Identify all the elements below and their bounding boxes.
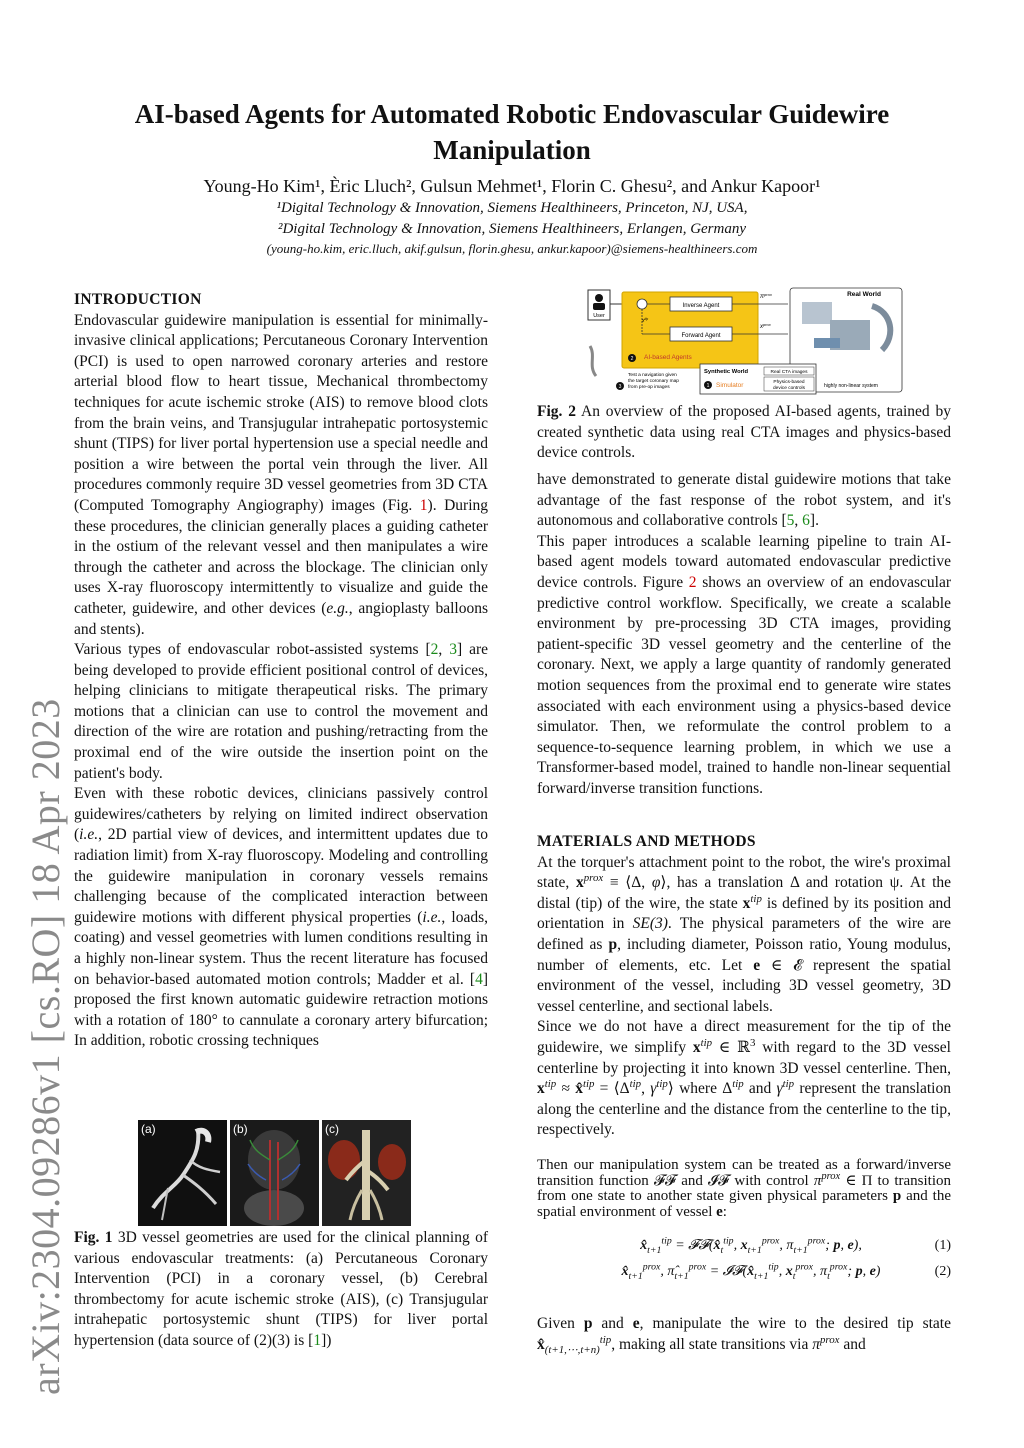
title-line-2: Manipulation <box>433 135 591 165</box>
ref-6[interactable]: 6 <box>802 512 810 530</box>
figure-1 <box>138 1120 412 1226</box>
ref-5[interactable]: 5 <box>786 512 795 530</box>
right-column-top <box>537 470 951 800</box>
ref-1[interactable]: 1 <box>313 1331 322 1349</box>
ref-3[interactable]: 3 <box>449 641 457 659</box>
ref-2[interactable]: 2 <box>430 641 439 659</box>
methods-paragraph-3: Then our manipulation system can be treated as a forward/inverse transition function 𝓕𝓕 and 𝓘𝓕 with control $\pi^{prox}$ ∈ Π to transition from one state to another state given physical parameters p and the spatial environment of vessel e: <box>537 1157 952 1220</box>
methods-paragraph-1: At the torquer's attachment point to the robot, the wire's proximal state, $x^{prox}$ ≡ ⟨Δ, φ⟩, has a translation Δ and rotation ψ. At the distal (tip) of the wire, the state $x^{tip}$ is defined by its position and orientation in SE(3). The physical parameters of the wire are defined as p, including diameter, Poisson ratio, Young modulus, number of elements, etc. Let e ∈ 𝓔 represent the spatial environment of the vessel, including 3D vessel geometry, 3D vessel centerline, and sectional labels. <box>537 853 952 1015</box>
fig1-label-c: (c) <box>325 1122 339 1136</box>
forward-agent-label: Forward Agent <box>681 333 721 339</box>
author-list: Young-Ho Kim¹, Èric Lluch², Gulsun Mehmet¹, Florin C. Ghesu², and Ankur Kapoor¹ <box>203 176 821 196</box>
methods-heading: MATERIALS AND METHODS <box>537 833 756 850</box>
device-controls-label: device controls <box>773 386 805 391</box>
workflow-diagram <box>574 286 904 398</box>
fig1-label-a: (a) <box>141 1122 156 1136</box>
fig1-panel-a <box>138 1120 227 1226</box>
figure-2-caption: Fig. 2 An overview of the proposed AI-based agents, trained by created synthetic data using real CTA images and physics-based device controls. <box>537 403 951 462</box>
user-icon <box>595 294 603 302</box>
real-world-label: Real World <box>847 291 881 298</box>
intro-paragraph-5: This paper introduces a scalable learning pipeline to train AI-based agent models toward automated endovascular predictive device controls. Figure 2 shows an overview of an endovascular predictive control workflow. Specifically, we create a scalable environment by pre-processing 3D CTA images, providing patient-specific 3D vessel geometry and the centerline of the coronary. Next, we apply a large quantity of randomly generated motion sequences from the proximal end to generate wire states associated with each environment using a physics-based device simulator. Then, we reformulate the control problem to a sequence-to-sequence learning problem, in which we use a Transformer-based model, trained to handle non-linear sequential forward/inverse transition functions. <box>537 532 951 797</box>
svg-text:3: 3 <box>618 384 622 390</box>
intro-paragraph-3: Even with these robotic devices, clinicians passively control guidewires/catheters by relying on limited indirect observation (i.e., 2D partial view of devices, and intermittent updates due to radiation limit) from X-ray fluoroscopy. Modeling and controlling the guidewire manipulation in coronary vessels remains challenging because of the complicated interaction between guidewire motions with different physical properties (i.e., loads, coating) and vessel geometries with lumen conditions resulting in a highly non-linear system. Thus the recent literature has focused on behavior-based automated motion controls; Madder et al. [4] proposed the first known automatic guidewire retraction motions with a rotation of 180° to cannulate a coronary artery bifurcation; In addition, robotic crossing techniques <box>74 785 489 1050</box>
equation-2-number: (2) <box>934 1264 951 1279</box>
inverse-agent-label: Inverse Agent <box>682 303 720 309</box>
x-prox-symbol: $x^{prox}$ <box>760 322 771 330</box>
intro-paragraph-4: have demonstrated to generate distal guidewire motions that take advantage of the fast response of the robot system, and it's autonomous and collaborative controls [5, 6]. <box>537 471 951 530</box>
svg-text:2: 2 <box>630 356 634 362</box>
fig1-panel-c <box>322 1120 411 1226</box>
intro-paragraph-1: Endovascular guidewire manipulation is essential for minimally-invasive clinical applications; Percutaneous Coronary Intervention (PCI) is used to open narrowed coronary arteries and restore arterial blood flow to heart tissue, Mechanical thrombectomy techniques for acute ischemic stroke (AIS) to remove blood clots from the brain veins, and Transjugular intrahepatic portosystemic shunt (TIPS) for liver portal hypertension use a special needle and position a wire between the portal vein through the liver. All procedures commonly require 3D vessel geometries from 3D CTA (Computed Tomography Angiography) images (Fig. 1). During these procedures, the clinician generally places a guiding catheter in the ostium of the relevant vessel and then manipulates a wire through the catheter and across the blockage. The clinician only uses X-ray fluoroscopy intermittently to visualize and guide the catheter, guidewire, and other devices (e.g., angioplasty balloons and stents). <box>74 311 489 638</box>
fig1-panel-b <box>230 1120 319 1226</box>
ref-fig-1[interactable]: 1 <box>419 496 428 514</box>
equation-1: $x̂_{t+1}^{tip}$ = $𝓕𝓕(x̂_t^{tip}$, $x_{t+1}^{prox}$, $\pi_{t+1}^{prox}$; p, e), (1) <box>640 1235 951 1256</box>
title-line-1: AI-based Agents for Automated Robotic Endovascular Guidewire <box>134 99 890 129</box>
physics-based-label: Physics-based <box>773 380 805 385</box>
author-emails: (young-ho.kim, eric.lluch, akif.gulsun, florin.ghesu, ankur.kapoor)@siemens-healthineers.com <box>266 241 758 256</box>
test-nav-line-1: Test a navigation given <box>628 373 677 378</box>
simulator-label: Simulator <box>716 382 744 389</box>
test-nav-line-2: the target coronary map <box>628 379 679 384</box>
affiliation-1: ¹Digital Technology & Innovation, Siemens Healthineers, Princeton, NJ, USA, <box>276 200 748 216</box>
right-column-methods <box>537 832 951 1141</box>
coronary-map-icon <box>590 346 596 376</box>
ref-4[interactable]: 4 <box>475 970 483 988</box>
svg-text:1: 1 <box>706 383 710 389</box>
affiliation-2: ²Digital Technology & Innovation, Siemens Healthineers, Erlangen, Germany <box>277 221 747 237</box>
methods-paragraph-2: Since we do not have a direct measurement for the tip of the guidewire, we simplify $x^{tip}$ ∈ ℝ$^3$ with regard to the 3D vessel centerline by projecting it into known 3D vessel centerline. Then, $x^{tip}$ ≈ x̂$^{tip}$ = $⟨\Delta^{tip}$, $\gamma^{tip}⟩$ where $\Delta^{tip}$ and $\gamma^{tip}$ represent the translation along the centerline and the distance from the centerline to the tip, respectively. <box>537 1018 951 1139</box>
equation-2: $x̂_{t+1}^{prox}$, $\pî_{t+1}^{prox}$ = $𝓘𝓕(x̂_{t+1}^{tip}$, $x_t^{prox}$, $\pi_t^{prox}$; p, e) (2) <box>621 1261 951 1282</box>
test-nav-line-3: from pre-op images <box>628 385 670 390</box>
nonlinear-label: highly non-linear system <box>824 383 878 389</box>
paper-title <box>90 96 934 168</box>
equation-1-number: (1) <box>934 1238 951 1253</box>
user-label: User <box>593 313 605 319</box>
methods-paragraph-4: Given p and e, manipulate the wire to the desired tip state $x̂_{(t+1,\cdots,t+n)}^{tip}$, making all state transitions via $\pi^{prox}$ and <box>537 1315 951 1356</box>
intro-paragraph-2: Various types of endovascular robot-assisted systems [2, 3] are being developed to provide efficient positional control of devices, helping clinicians to mitigate therapeutical risks. The primary motions that a clinician can use to control the movement and direction of the wire are rotation and pushing/retracting from the proximal end of the wire outside the insertion point on the patient's body. <box>74 641 488 782</box>
synthetic-world-label: Synthetic World <box>704 369 749 375</box>
x-tip-symbol: $x^{tip}$ <box>642 317 649 324</box>
figure-2 <box>574 286 904 398</box>
pi-prox-symbol: $\pi^{prox}$ <box>760 292 772 300</box>
fig1-label-b: (b) <box>233 1122 248 1136</box>
ai-agents-label: AI-based Agents <box>644 354 692 361</box>
ref-fig-2[interactable]: 2 <box>688 573 697 591</box>
introduction-heading: INTRODUCTION <box>74 291 202 308</box>
arxiv-stamp: arXiv:2304.09286v1 [cs.RO] 18 Apr 2023 <box>23 698 68 1395</box>
real-cta-label: Real CTA images <box>770 370 808 375</box>
left-column <box>74 290 488 1052</box>
figure-1-caption: Fig. 1 3D vessel geometries are used for the clinical planning of various endovascular treatments: (a) Percutaneous Coronary Intervention (PCI) in a coronary vessel, (b) Cerebral thrombectomy for acute ischemic stroke (AIS), (c) Transjugular intrahepatic portosystemic shunt (TIPS) for liver portal hypertension (data source of (2)(3) is [1]) <box>74 1229 489 1349</box>
